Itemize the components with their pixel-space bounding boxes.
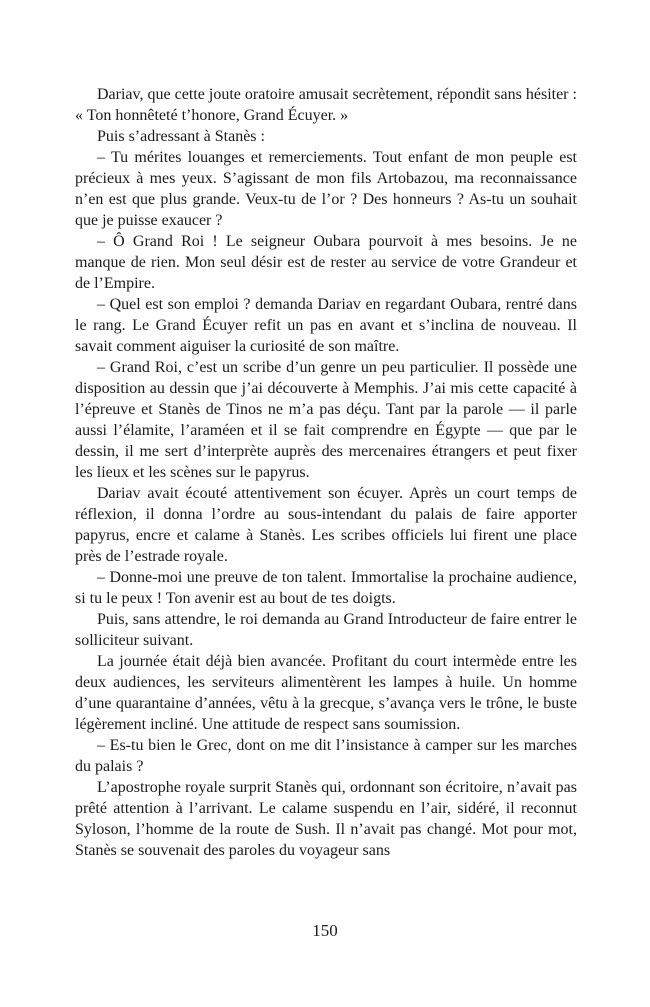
paragraph: Puis s’adressant à Stanès : (97, 128, 265, 145)
page-number: 150 (312, 921, 338, 940)
paragraph: – Donne-moi une preuve de ton talent. Immortalise la prochaine audience, si tu le peux ! Ton avenir est au bout de tes doigts. (75, 569, 577, 607)
paragraph: – Ô Grand Roi ! Le seigneur Oubara pourvoit à mes besoins. Je ne manque de rien. Mon seul désir est de rester au service de votre Grandeur et de l’Empire. (75, 233, 577, 292)
paragraph: La journée était déjà bien avancée. Profitant du court intermède entre les deux audiences, les serviteurs alimentèrent les lampes à huile. Un homme d’une quarantaine d’années, vêtu à la grecque, s’avança vers le trône, le buste légèrement incliné. Une attitude de respect sans soumission. (75, 653, 577, 733)
paragraph: Puis, sans attendre, le roi demanda au Grand Introducteur de faire entrer le solliciteur suivant. (75, 611, 577, 649)
paragraph: L’apostrophe royale surprit Stanès qui, ordonnant son écritoire, n’avait pas prêté attention à l’arrivant. Le calame suspendu en l’air, sidéré, il reconnut Syloson, l’homme de la route de Sush. Il n’avait pas changé. Mot pour mot, Stanès se souvenait des paroles du voyageur sans (75, 779, 577, 859)
paragraph: Dariav, que cette joute oratoire amusait secrètement, répondit sans hésiter : « Ton honnêteté t’honore, Grand Écuyer. » (75, 86, 577, 124)
paragraph: – Tu mérites louanges et remerciements. Tout enfant de mon peuple est précieux à mes yeux. S’agissant de mon fils Artobazou, ma reconnaissance n’en est que plus grande. Veux-tu de l’or ? Des honneurs ? As-tu un souhait que je puisse exaucer ? (75, 149, 577, 229)
page-body (75, 84, 577, 861)
paragraph: – Es-tu bien le Grec, dont on me dit l’insistance à camper sur les marches du palais ? (75, 737, 577, 775)
paragraph: – Grand Roi, c’est un scribe d’un genre un peu particulier. Il possède une disposition au dessin que j’ai découverte à Memphis. J’ai mis cette capacité à l’épreuve et Stanès de Tinos ne m’a pas déçu. Tant par la parole — il parle aussi l’élamite, l’araméen et il se fait comprendre en Égypte — que par le dessin, il me sert d’interprète auprès des mercenaires étrangers et peut fixer les lieux et les scènes sur le papyrus. (75, 359, 577, 481)
paragraph: – Quel est son emploi ? demanda Dariav en regardant Oubara, rentré dans le rang. Le Grand Écuyer refit un pas en avant et s’inclina de nouveau. Il savait comment aiguiser la curiosité de son maître. (75, 296, 577, 355)
paragraph: Dariav avait écouté attentivement son écuyer. Après un court temps de réflexion, il donna l’ordre au sous-intendant du palais de faire apporter papyrus, encre et calame à Stanès. Les scribes officiels lui firent une place près de l’estrade royale. (75, 485, 577, 565)
